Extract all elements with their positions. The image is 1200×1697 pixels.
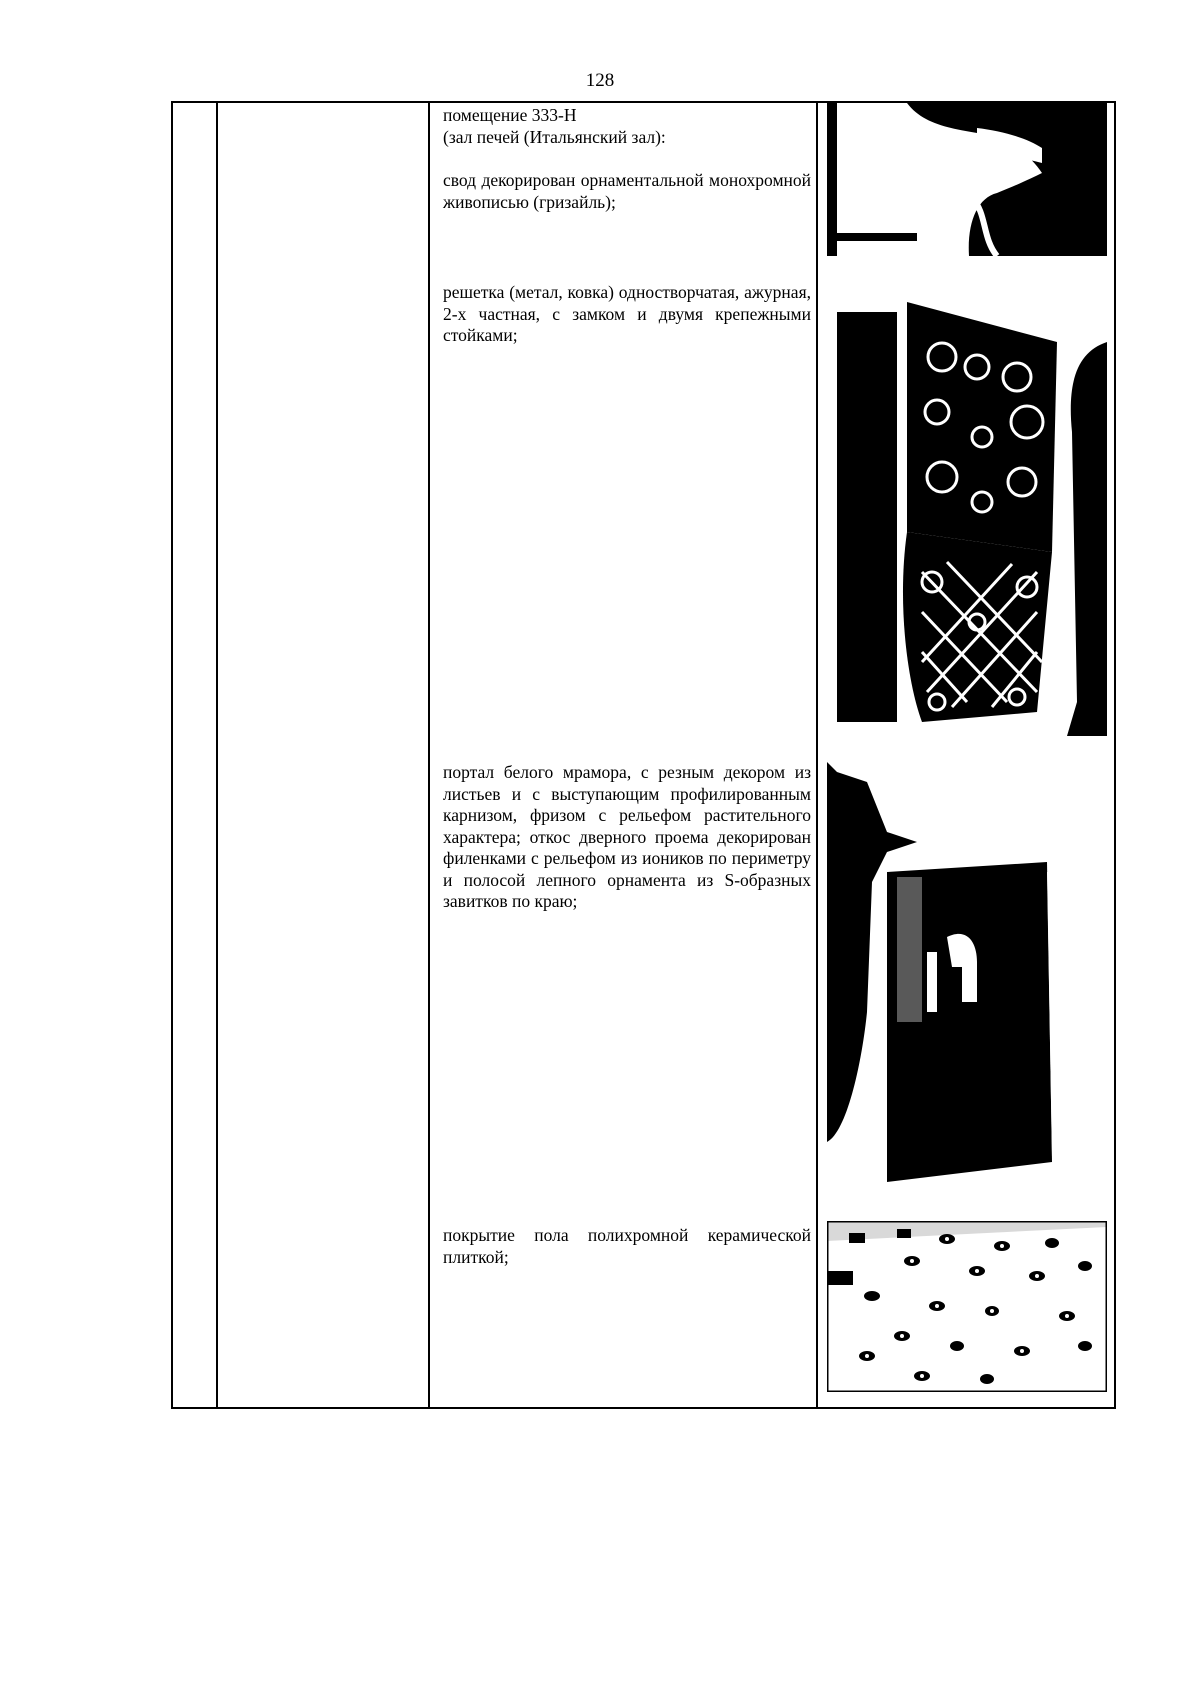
feature-description: свод декорирован орнаментальной монохромной живописью (гризайль);	[443, 170, 811, 212]
room-heading	[443, 105, 811, 148]
column-divider-2	[428, 103, 430, 1407]
column-divider-1	[216, 103, 218, 1407]
vault-grisaille-photo	[827, 103, 1107, 256]
ceramic-tile-floor-photo	[827, 1221, 1107, 1392]
wrought-iron-grille-photo	[827, 282, 1107, 736]
feature-description: покрытие пола полихромной керамической плиткой;	[443, 1225, 811, 1267]
room-title: (зал печей (Итальянский зал):	[443, 126, 666, 147]
monument-features-table	[171, 101, 1116, 1409]
column-divider-3	[816, 103, 818, 1407]
room-number: помещение 333-Н	[443, 105, 577, 125]
feature-description: портал белого мрамора, с резным декором из листьев и с выступающим профилированным карнизом, фризом с рельефом растительного характера; откос дверного проема декорирован филенками с рельефом из иоников по периметру и полосой лепного орнамента из S-образных завитков по краю;	[443, 762, 811, 911]
marble-portal-photo	[827, 762, 1107, 1197]
page-number: 128	[585, 70, 615, 91]
feature-description: решетка (метал, ковка) одностворчатая, ажурная, 2-х частная, с замком и двумя крепежными стойками;	[443, 282, 811, 345]
